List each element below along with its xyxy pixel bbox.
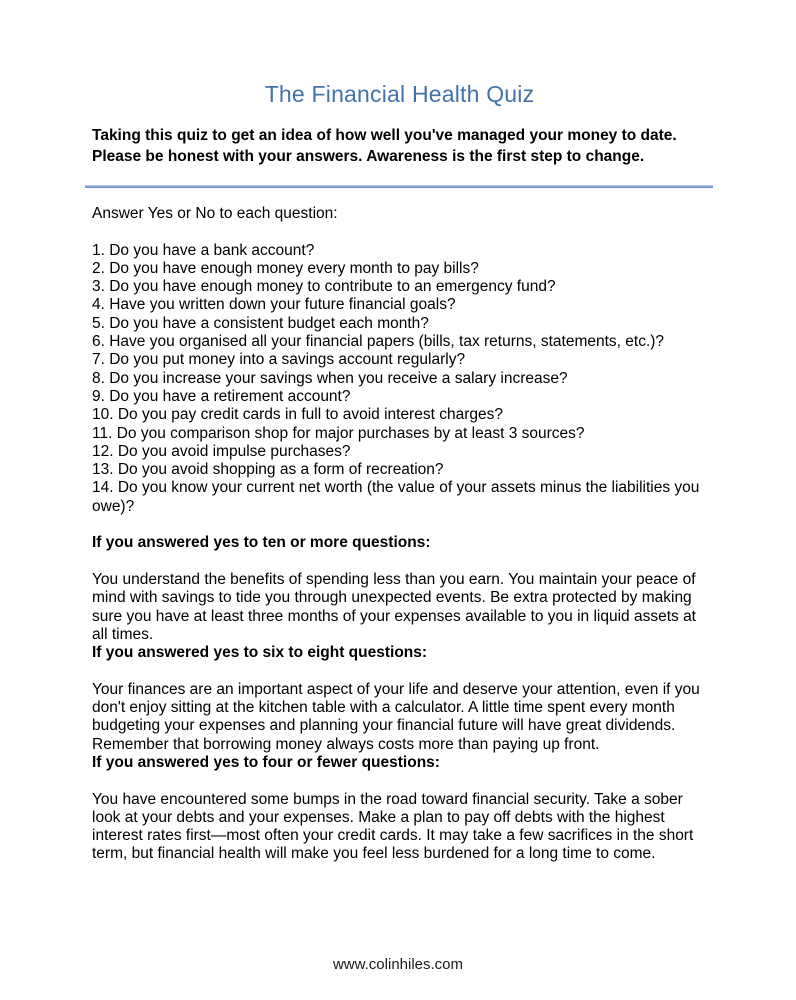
question-item-4: 4. Have you written down your future financial goals?: [92, 296, 456, 314]
question-item-3: 3. Do you have enough money to contribute to an emergency fund?: [92, 278, 556, 296]
question-item-6: 6. Have you organised all your financial papers (bills, tax returns, statements, etc.)?: [92, 333, 665, 351]
page-title: The Financial Health Quiz: [264, 81, 535, 107]
result-body-ten-or-more: You understand the benefits of spending less than you earn. You maintain your peace of mind with savings to tide you through unexpected events. Be extra protected by making sure you have at least three months of your expenses available to you in liquid assets at all times.: [92, 570, 696, 643]
question-item-12: 12. Do you avoid impulse purchases?: [92, 442, 351, 460]
question-item-5: 5. Do you have a consistent budget each month?: [92, 314, 429, 332]
intro-text: Taking this quiz to get an idea of how well you've managed your money to date. Please be honest with your answers. Awareness is the first step to change.: [92, 127, 677, 165]
question-item-11: 11. Do you comparison shop for major purchases by at least 3 sources?: [92, 424, 585, 442]
question-item-9: 9. Do you have a retirement account?: [92, 387, 351, 405]
result-heading-four-or-fewer: If you answered yes to four or fewer questions:: [92, 753, 440, 771]
question-list: [92, 242, 707, 516]
question-item-2: 2. Do you have enough money every month to pay bills?: [92, 259, 479, 277]
instructions-text: Answer Yes or No to each question:: [92, 205, 338, 222]
question-item-7: 7. Do you put money into a savings account regularly?: [92, 351, 466, 369]
question-item-8: 8. Do you increase your savings when you receive a salary increase?: [92, 369, 568, 387]
result-body-six-to-eight: Your finances are an important aspect of your life and deserve your attention, even if you don't enjoy sitting at the kitchen table with a calculator. A little time spent every month budgeting your expenses and planning your financial future will have great dividends. Remember that borrowing money always costs more than paying up front.: [92, 680, 700, 753]
result-heading-ten-or-more: If you answered yes to ten or more questions:: [92, 534, 431, 552]
result-body-four-or-fewer: You have encountered some bumps in the road toward financial security. Take a sober look at your debts and your expenses. Make a plan to pay off debts with the highest interest rates first—most often your credit cards. It may take a few sacrifices in the short term, but financial health will make you feel less burdened for a long time to come.: [92, 790, 694, 863]
result-heading-six-to-eight: If you answered yes to six to eight questions:: [92, 644, 428, 662]
question-item-14: 14. Do you know your current net worth (the value of your assets minus the liabilities you owe)?: [92, 479, 700, 515]
question-item-1: 1. Do you have a bank account?: [92, 241, 315, 259]
divider-rule: [85, 185, 713, 188]
question-item-13: 13. Do you avoid shopping as a form of recreation?: [92, 461, 444, 479]
question-item-10: 10. Do you pay credit cards in full to avoid interest charges?: [92, 406, 503, 424]
footer-url: www.colinhiles.com: [332, 956, 464, 973]
